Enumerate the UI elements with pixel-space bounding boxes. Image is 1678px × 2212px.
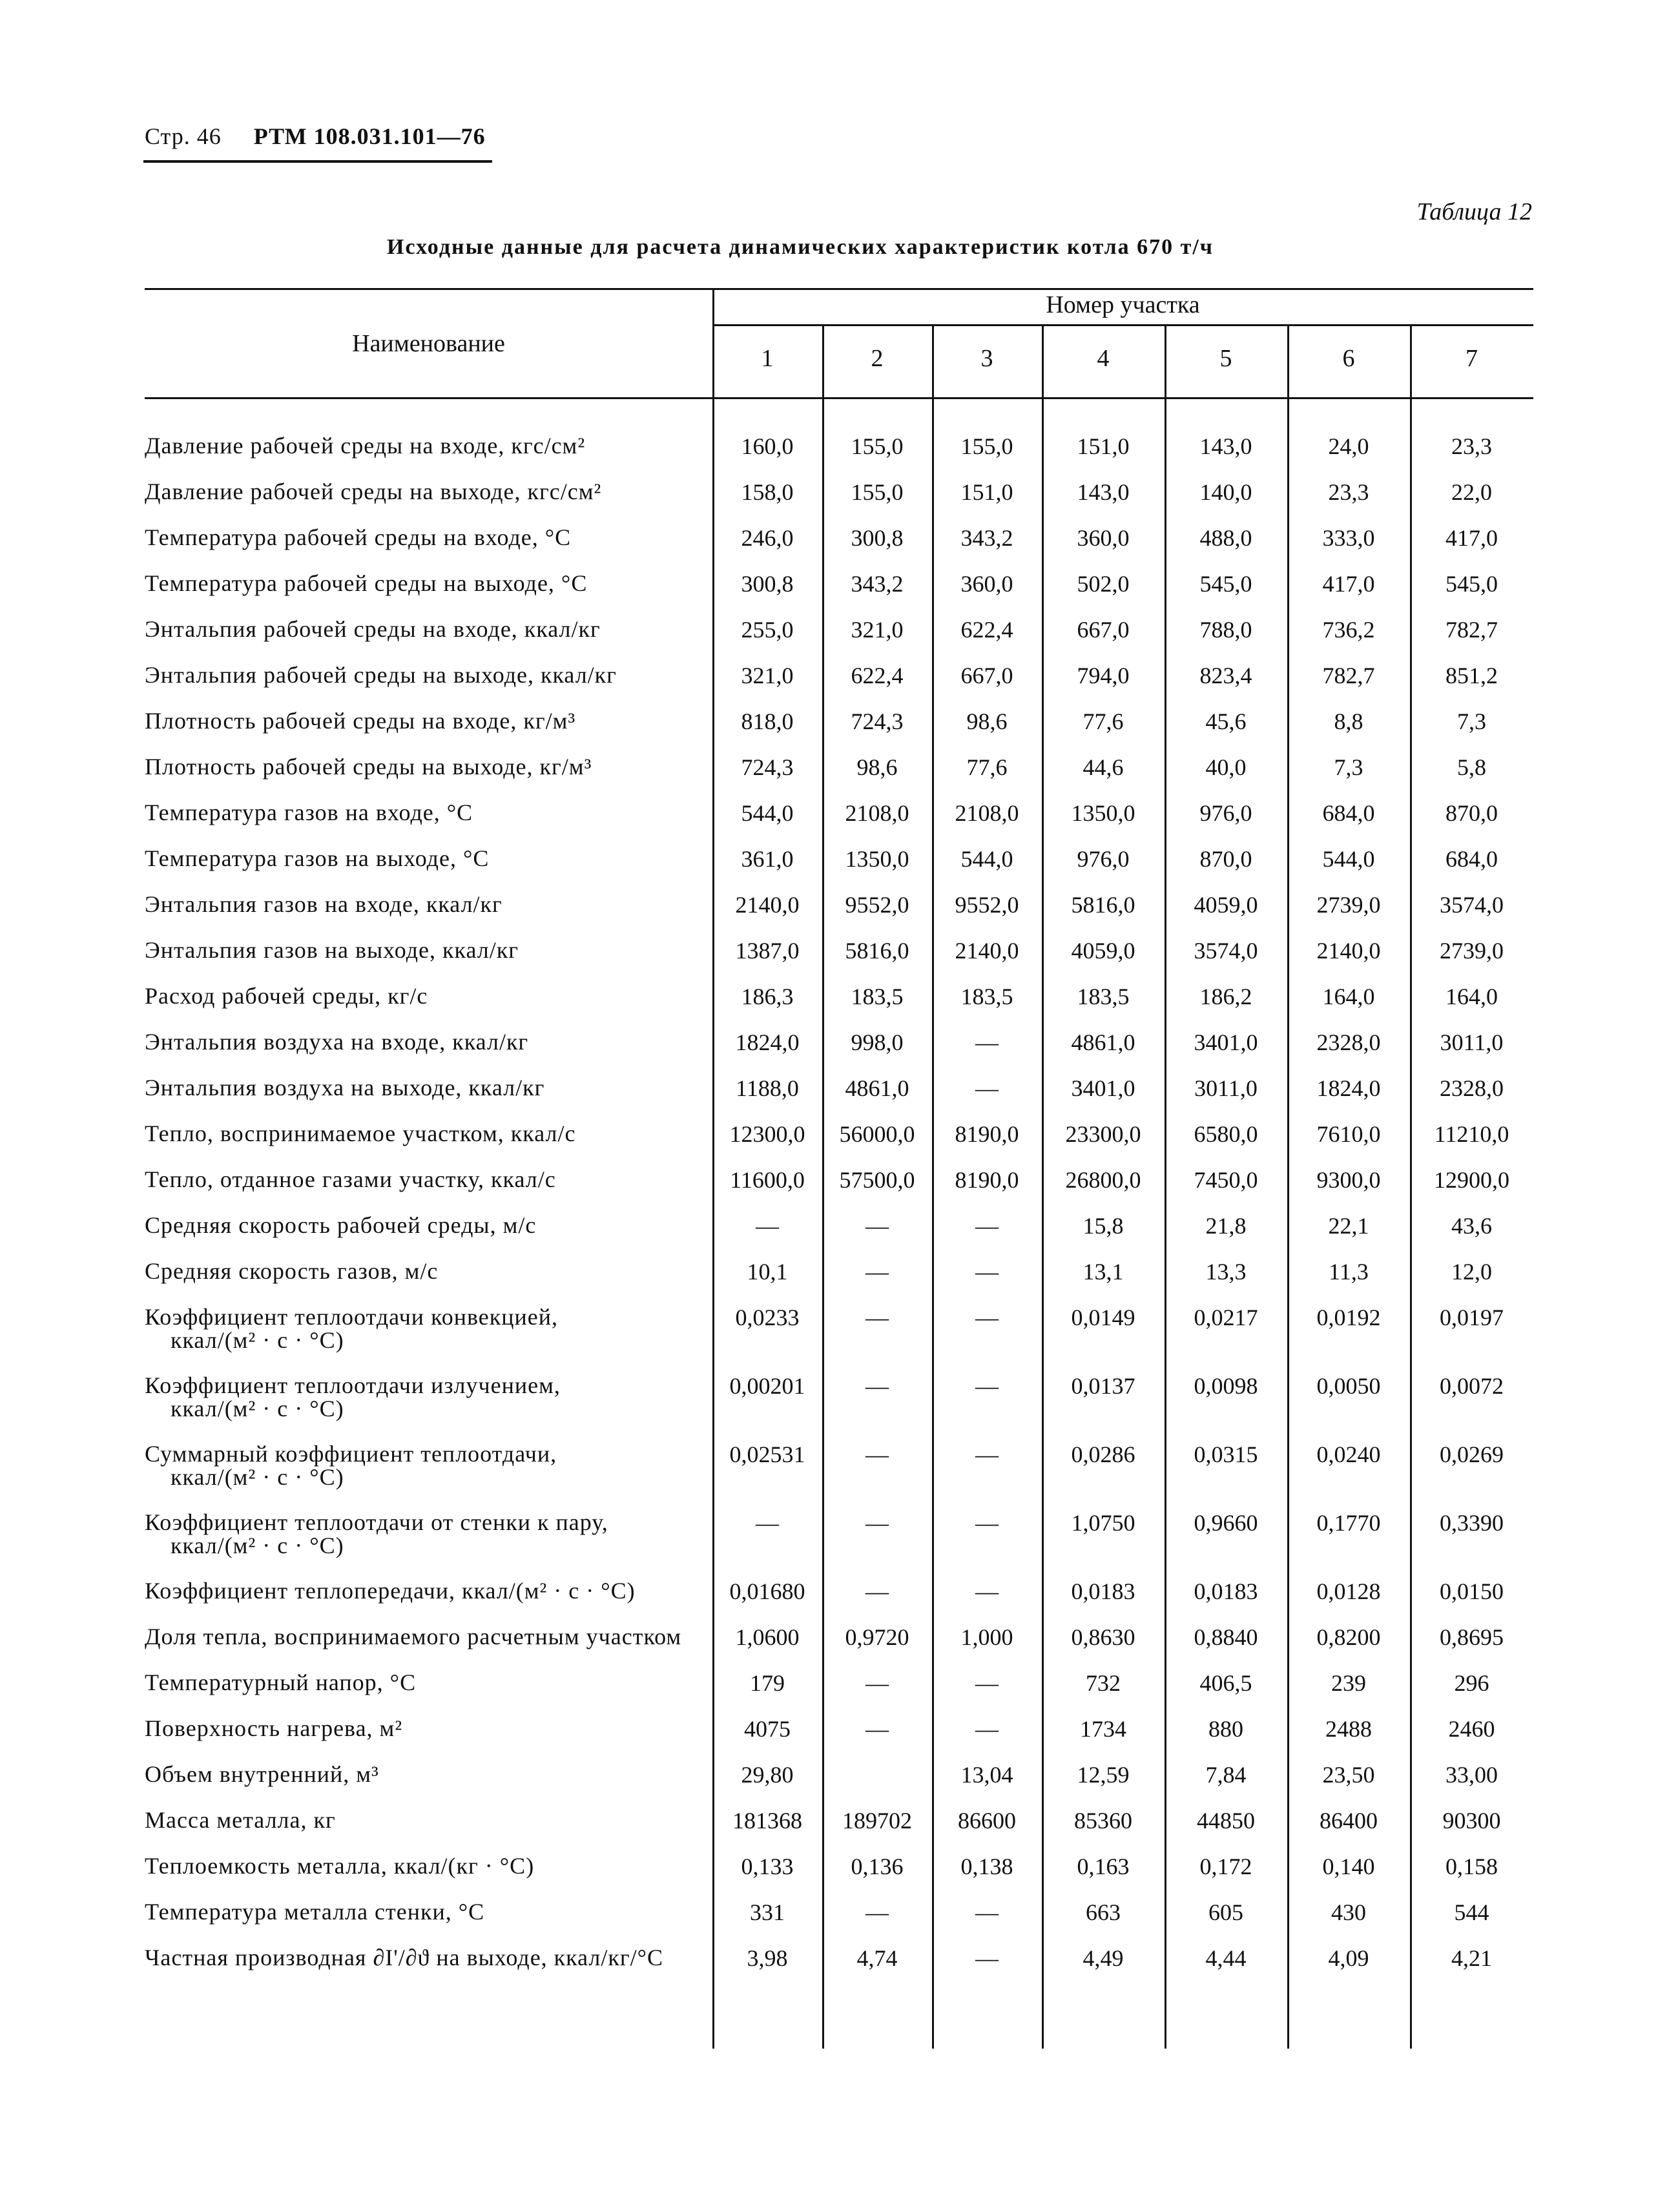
column-number: 4	[1097, 345, 1110, 372]
table-cell: 300,8	[851, 525, 904, 551]
table-cell: 22,1	[1328, 1213, 1369, 1239]
table-cell: —	[975, 1442, 999, 1467]
row-name-continuation: ккал/(м² · с · °С)	[171, 1327, 344, 1353]
table-cell: —	[975, 1899, 999, 1925]
table-cell: 3011,0	[1194, 1075, 1258, 1101]
table-cell: 0,0128	[1316, 1578, 1381, 1604]
table-cell: 732	[1086, 1670, 1121, 1696]
table-cell: 2108,0	[955, 800, 1019, 826]
table-cell: 333,0	[1322, 525, 1375, 551]
table-cell: —	[865, 1373, 889, 1399]
row-name: Энтальпия газов на выходе, ккал/кг	[145, 937, 519, 963]
table-cell: 545,0	[1199, 571, 1252, 597]
table-cell: 23,50	[1322, 1762, 1375, 1788]
table-cell: 0,0098	[1194, 1373, 1258, 1399]
table-cell: 417,0	[1322, 571, 1375, 597]
header-underline	[143, 160, 492, 163]
row-name: Теплоемкость металла, ккал/(кг · °С)	[145, 1853, 535, 1879]
table-cell: 5816,0	[845, 938, 909, 964]
table-cell: 158,0	[741, 479, 794, 505]
table-cell: 181368	[732, 1808, 802, 1834]
table-cell: —	[975, 1305, 999, 1330]
table-cell: 164,0	[1322, 984, 1375, 1009]
table-cell: 13,1	[1082, 1259, 1124, 1285]
table-cell: —	[865, 1899, 889, 1925]
table-cell: 186,3	[741, 984, 794, 1009]
row-name: Тепло, отданное газами участку, ккал/с	[145, 1166, 556, 1192]
column-number: 7	[1466, 345, 1478, 372]
table-cell: 361,0	[741, 846, 794, 872]
row-name: Энтальпия рабочей среды на входе, ккал/кг	[145, 616, 601, 642]
table-cell: 7,84	[1205, 1762, 1247, 1788]
table-cell: 9552,0	[845, 892, 909, 918]
table-cell: 2140,0	[735, 892, 800, 918]
table-cell: 7450,0	[1194, 1167, 1258, 1193]
row-name: Коэффициент теплоотдачи конвекцией,	[145, 1304, 559, 1330]
table-cell: 8190,0	[955, 1121, 1019, 1147]
table-cell: 77,6	[1082, 708, 1124, 734]
row-name: Суммарный коэффициент теплоотдачи,	[145, 1441, 557, 1467]
table-cell: 544,0	[1322, 846, 1375, 872]
table-cell: 44,6	[1082, 754, 1124, 780]
table-cell: 1,0750	[1071, 1510, 1135, 1536]
row-name: Энтальпия воздуха на выходе, ккал/кг	[145, 1075, 545, 1101]
table-cell: 255,0	[741, 617, 794, 643]
group-header: Номер участка	[1046, 291, 1200, 318]
table-cell: 0,0050	[1316, 1373, 1381, 1399]
table-cell: 430	[1331, 1899, 1366, 1925]
table-cell: 23,3	[1328, 479, 1369, 505]
table-cell: 189702	[842, 1808, 912, 1834]
table-cell: 0,9720	[845, 1624, 909, 1650]
table-number: Таблица 12	[1416, 198, 1532, 225]
table-cell: 0,138	[960, 1854, 1013, 1879]
table-cell: 794,0	[1077, 663, 1130, 688]
table-cell: 13,3	[1205, 1259, 1247, 1285]
table-cell: 15,8	[1082, 1213, 1124, 1239]
table-cell: 3401,0	[1071, 1075, 1135, 1101]
table-cell: 343,2	[851, 571, 904, 597]
name-column-header: Наименование	[352, 330, 505, 357]
table-cell: 1350,0	[1071, 800, 1135, 826]
table-cell: 4861,0	[1071, 1029, 1135, 1055]
row-name: Объем внутренний, м³	[145, 1761, 379, 1787]
table-cell: —	[975, 1373, 999, 1399]
table-cell: 0,8630	[1071, 1624, 1135, 1650]
table-cell: 143,0	[1077, 479, 1130, 505]
table-cell: 4059,0	[1194, 892, 1258, 918]
row-name: Средняя скорость газов, м/с	[145, 1258, 439, 1284]
table-cell: —	[865, 1213, 889, 1239]
table-cell: 246,0	[741, 525, 794, 551]
column-number: 6	[1342, 345, 1355, 372]
table-cell: 2328,0	[1440, 1075, 1504, 1101]
header-bottom-rule	[145, 397, 1533, 399]
table-cell: 160,0	[741, 433, 794, 459]
table-cell: 0,163	[1077, 1854, 1130, 1879]
table-cell: 11,3	[1329, 1259, 1369, 1285]
table-cell: 5816,0	[1071, 892, 1135, 918]
table-cell: —	[865, 1259, 889, 1285]
row-name: Коэффициент теплоотдачи от стенки к пару,	[145, 1509, 608, 1535]
table-cell: 8190,0	[955, 1167, 1019, 1193]
table-cell: 4,49	[1082, 1945, 1124, 1971]
table-cell: 0,8200	[1316, 1624, 1381, 1650]
table-cell: 3011,0	[1440, 1029, 1504, 1055]
table-cell: 22,0	[1451, 479, 1492, 505]
table-cell: 880	[1208, 1716, 1243, 1742]
table-cell: 331	[750, 1899, 785, 1925]
table-cell: 3,98	[747, 1945, 788, 1971]
table-cell: 684,0	[1445, 846, 1498, 872]
table-cell: 45,6	[1205, 708, 1247, 734]
table-cell: 605	[1208, 1899, 1243, 1925]
row-name: Коэффициент теплоотдачи излучением,	[145, 1372, 561, 1398]
table-cell: 44850	[1197, 1808, 1255, 1834]
table-cell: 851,2	[1445, 663, 1498, 688]
table-cell: 545,0	[1445, 571, 1498, 597]
table-cell: 0,0137	[1071, 1373, 1135, 1399]
table-cell: 406,5	[1199, 1670, 1252, 1696]
table-cell: 183,5	[960, 984, 1013, 1009]
table-cell: 12,59	[1077, 1762, 1130, 1788]
table-cell: 296	[1454, 1670, 1489, 1696]
table-cell: 86400	[1320, 1808, 1378, 1834]
table-cell: 0,8695	[1440, 1624, 1504, 1650]
table-cell: 321,0	[741, 663, 794, 688]
table-title: Исходные данные для расчета динамических характеристик котла 670 т/ч	[387, 235, 1214, 259]
table-cell: 1,0600	[735, 1624, 800, 1650]
table-cell: 57500,0	[839, 1167, 915, 1193]
table-cell: 870,0	[1445, 800, 1498, 826]
row-name-continuation: ккал/(м² · с · °С)	[171, 1533, 344, 1558]
table-cell: 0,0269	[1440, 1442, 1504, 1467]
table-cell: 736,2	[1322, 617, 1375, 643]
table-cell: 300,8	[741, 571, 794, 597]
row-name: Поверхность нагрева, м²	[145, 1715, 403, 1741]
table-cell: 823,4	[1199, 663, 1252, 688]
table-cell: 0,02531	[729, 1442, 805, 1467]
table-cell: 360,0	[960, 571, 1013, 597]
table-cell: 9552,0	[955, 892, 1019, 918]
table-cell: 1824,0	[735, 1029, 800, 1055]
page-number: Стр. 46	[145, 123, 222, 149]
table-cell: 9300,0	[1316, 1167, 1381, 1193]
row-name: Температура газов на входе, °С	[145, 800, 473, 825]
column-number: 5	[1219, 345, 1232, 372]
row-name: Расход рабочей среды, кг/с	[145, 983, 428, 1009]
row-name: Температурный напор, °С	[145, 1669, 417, 1695]
table-cell: —	[865, 1305, 889, 1330]
table-cell: 622,4	[960, 617, 1013, 643]
table-cell: 544,0	[960, 846, 1013, 872]
table-cell: 183,5	[851, 984, 904, 1009]
table-cell: 360,0	[1077, 525, 1130, 551]
table-cell: 724,3	[741, 754, 794, 780]
table-cell: 0,158	[1445, 1854, 1498, 1879]
table-cell: 0,9660	[1194, 1510, 1258, 1536]
table-cell: 7,3	[1334, 754, 1363, 780]
table-cell: 782,7	[1445, 617, 1498, 643]
table-cell: 4059,0	[1071, 938, 1135, 964]
row-name: Температура металла стенки, °С	[145, 1899, 485, 1925]
column-number: 2	[871, 345, 884, 372]
table-cell: 164,0	[1445, 984, 1498, 1009]
table-cell: 12900,0	[1434, 1167, 1509, 1193]
table-cell: 29,80	[741, 1762, 794, 1788]
table-cell: 4,74	[856, 1945, 898, 1971]
table-cell: 12300,0	[729, 1121, 805, 1147]
table-cell: 10,1	[747, 1259, 788, 1285]
table-cell: —	[756, 1510, 779, 1536]
table-cell: 0,0149	[1071, 1305, 1135, 1330]
table-cell: 40,0	[1205, 754, 1247, 780]
table-cell: 1188,0	[736, 1075, 799, 1101]
table-cell: 179	[750, 1670, 785, 1696]
table-cell: 4861,0	[845, 1075, 909, 1101]
table-cell: 43,6	[1451, 1213, 1492, 1239]
table-cell: 140,0	[1199, 479, 1252, 505]
row-name: Тепло, воспринимаемое участком, ккал/с	[145, 1121, 576, 1146]
row-name: Плотность рабочей среды на выходе, кг/м³	[145, 754, 592, 780]
table-cell: 6580,0	[1194, 1121, 1258, 1147]
column-number: 3	[980, 345, 993, 372]
table-cell: 151,0	[960, 479, 1013, 505]
table-cell: 26800,0	[1065, 1167, 1141, 1193]
table-cell: 1350,0	[845, 846, 909, 872]
table-cell: 998,0	[851, 1029, 904, 1055]
table-cell: —	[975, 1029, 999, 1055]
table-cell: 0,0240	[1316, 1442, 1381, 1467]
table-cell: —	[865, 1670, 889, 1696]
table-top-rule	[145, 288, 1533, 290]
table-cell: 782,7	[1322, 663, 1375, 688]
table-cell: 417,0	[1445, 525, 1498, 551]
table-cell: 0,0197	[1440, 1305, 1504, 1330]
table-cell: 4,09	[1328, 1945, 1369, 1971]
table-cell: 3574,0	[1440, 892, 1504, 918]
table-cell: —	[756, 1213, 779, 1239]
table-cell: —	[975, 1945, 999, 1971]
table-cell: —	[865, 1716, 889, 1742]
table-cell: 724,3	[851, 708, 904, 734]
table-cell: 3574,0	[1194, 938, 1258, 964]
row-name: Средняя скорость рабочей среды, м/с	[145, 1212, 537, 1238]
table-cell: —	[975, 1259, 999, 1285]
table-cell: 4075	[744, 1716, 791, 1742]
table-cell: 788,0	[1199, 617, 1252, 643]
table-cell: 143,0	[1199, 433, 1252, 459]
table-cell: 98,6	[966, 708, 1008, 734]
table-cell: 0,0315	[1194, 1442, 1258, 1467]
table-cell: 239	[1331, 1670, 1366, 1696]
table-cell: 343,2	[960, 525, 1013, 551]
table-cell: —	[975, 1075, 999, 1101]
table-cell: 0,172	[1199, 1854, 1252, 1879]
column-number: 1	[761, 345, 774, 372]
table-cell: 1,000	[960, 1624, 1013, 1650]
table-cell: —	[865, 1442, 889, 1467]
table-cell: 2328,0	[1316, 1029, 1381, 1055]
table-cell: 155,0	[960, 433, 1013, 459]
table-cell: 667,0	[960, 663, 1013, 688]
row-name: Энтальпия воздуха на входе, ккал/кг	[145, 1029, 529, 1055]
table-cell: 8,8	[1334, 708, 1363, 734]
table-cell: 2140,0	[1316, 938, 1381, 964]
table-cell: 0,133	[741, 1854, 794, 1879]
table-cell: 5,8	[1457, 754, 1486, 780]
table-cell: 4,44	[1205, 1945, 1247, 1971]
table-cell: 0,0150	[1440, 1578, 1504, 1604]
table-cell: 544,0	[741, 800, 794, 826]
table-cell: 11210,0	[1434, 1121, 1509, 1147]
table-cell: 0,0183	[1071, 1578, 1135, 1604]
table-cell: 544	[1454, 1899, 1489, 1925]
table-cell: 98,6	[856, 754, 898, 780]
table-cell: 818,0	[741, 708, 794, 734]
table-cell: —	[975, 1510, 999, 1536]
table-cell: 0,0072	[1440, 1373, 1504, 1399]
row-name: Давление рабочей среды на выходе, кгс/см²	[145, 479, 602, 504]
row-name: Плотность рабочей среды на входе, кг/м³	[145, 708, 576, 734]
table-cell: 23300,0	[1065, 1121, 1141, 1147]
row-name: Температура рабочей среды на входе, °С	[145, 524, 572, 550]
table-cell: 0,0217	[1194, 1305, 1258, 1330]
table-cell: 502,0	[1077, 571, 1130, 597]
table-cell: 2460	[1448, 1716, 1495, 1742]
row-name: Температура газов на выходе, °С	[145, 845, 490, 871]
table-cell: 3401,0	[1194, 1029, 1258, 1055]
table-cell: 186,2	[1199, 984, 1252, 1009]
row-name-continuation: ккал/(м² · с · °С)	[171, 1464, 344, 1490]
table-cell: 321,0	[851, 617, 904, 643]
table-cell: 155,0	[851, 479, 904, 505]
table-cell: 23,3	[1451, 433, 1492, 459]
table-cell: 183,5	[1077, 984, 1130, 1009]
page-header	[145, 123, 486, 150]
table-cell: 13,04	[960, 1762, 1013, 1788]
table-cell: 2108,0	[845, 800, 909, 826]
table-cell: 0,136	[851, 1854, 904, 1879]
table-cell: 622,4	[851, 663, 904, 688]
table-cell: —	[975, 1670, 999, 1696]
table-cell: 7610,0	[1316, 1121, 1381, 1147]
table-cell: 0,1770	[1316, 1510, 1381, 1536]
table-cell: 2488	[1325, 1716, 1372, 1742]
table-cell: 12,0	[1451, 1259, 1492, 1285]
table-cell: 0,0233	[735, 1305, 800, 1330]
table-cell: 56000,0	[839, 1121, 915, 1147]
table-cell: 2739,0	[1316, 892, 1381, 918]
table-cell: 976,0	[1199, 800, 1252, 826]
table-cell: 90300	[1442, 1808, 1501, 1834]
table-cell: 33,00	[1445, 1762, 1498, 1788]
table-cell: —	[975, 1716, 999, 1742]
row-name-continuation: ккал/(м² · с · °С)	[171, 1396, 344, 1421]
row-name: Частная производная ∂I'/∂ϑ на выходе, ккал/кг/°С	[145, 1945, 664, 1970]
table-cell: —	[865, 1578, 889, 1604]
table-cell: 86600	[958, 1808, 1016, 1834]
table-cell: 1387,0	[735, 938, 800, 964]
table-cell: 1734	[1080, 1716, 1126, 1742]
table-cell: 21,8	[1205, 1213, 1247, 1239]
row-name: Масса металла, кг	[145, 1807, 336, 1833]
document-code: РТМ 108.031.101—76	[253, 123, 486, 149]
table-cell: 870,0	[1199, 846, 1252, 872]
table-cell: 24,0	[1328, 433, 1369, 459]
table-cell: 151,0	[1077, 433, 1130, 459]
table-cell: 0,8840	[1194, 1624, 1258, 1650]
table-cell: 0,3390	[1440, 1510, 1504, 1536]
table-cell: 2739,0	[1440, 938, 1504, 964]
table-cell: —	[865, 1510, 889, 1536]
table-cell: 155,0	[851, 433, 904, 459]
table-cell: 0,0183	[1194, 1578, 1258, 1604]
table-cell: 667,0	[1077, 617, 1130, 643]
table-cell: 2140,0	[955, 938, 1019, 964]
row-name: Коэффициент теплопередачи, ккал/(м² · с · °С)	[145, 1578, 636, 1604]
table-cell: 976,0	[1077, 846, 1130, 872]
table-cell: 663	[1086, 1899, 1121, 1925]
table-cell: 0,0286	[1071, 1442, 1135, 1467]
table-cell: 488,0	[1199, 525, 1252, 551]
table-cell: 0,00201	[729, 1373, 805, 1399]
row-name: Давление рабочей среды на входе, кгс/см²	[145, 433, 586, 459]
table-cell: 1824,0	[1316, 1075, 1381, 1101]
table-cell: —	[975, 1213, 999, 1239]
table-cell: 77,6	[966, 754, 1008, 780]
row-name: Доля тепла, воспринимаемого расчетным участком	[145, 1624, 682, 1649]
row-name: Энтальпия рабочей среды на выходе, ккал/кг	[145, 662, 617, 688]
table-cell: 684,0	[1322, 800, 1375, 826]
table-cell: 7,3	[1457, 708, 1486, 734]
row-name: Энтальпия газов на входе, ккал/кг	[145, 891, 502, 917]
table-cell: —	[975, 1578, 999, 1604]
table-cell: 4,21	[1451, 1945, 1492, 1971]
table-cell: 0,01680	[729, 1578, 805, 1604]
table-cell: 11600,0	[730, 1167, 805, 1193]
table-cell: 0,0192	[1316, 1305, 1381, 1330]
row-name: Температура рабочей среды на выходе, °С	[145, 570, 588, 596]
table-cell: 85360	[1074, 1808, 1132, 1834]
table-cell: 0,140	[1322, 1854, 1375, 1879]
